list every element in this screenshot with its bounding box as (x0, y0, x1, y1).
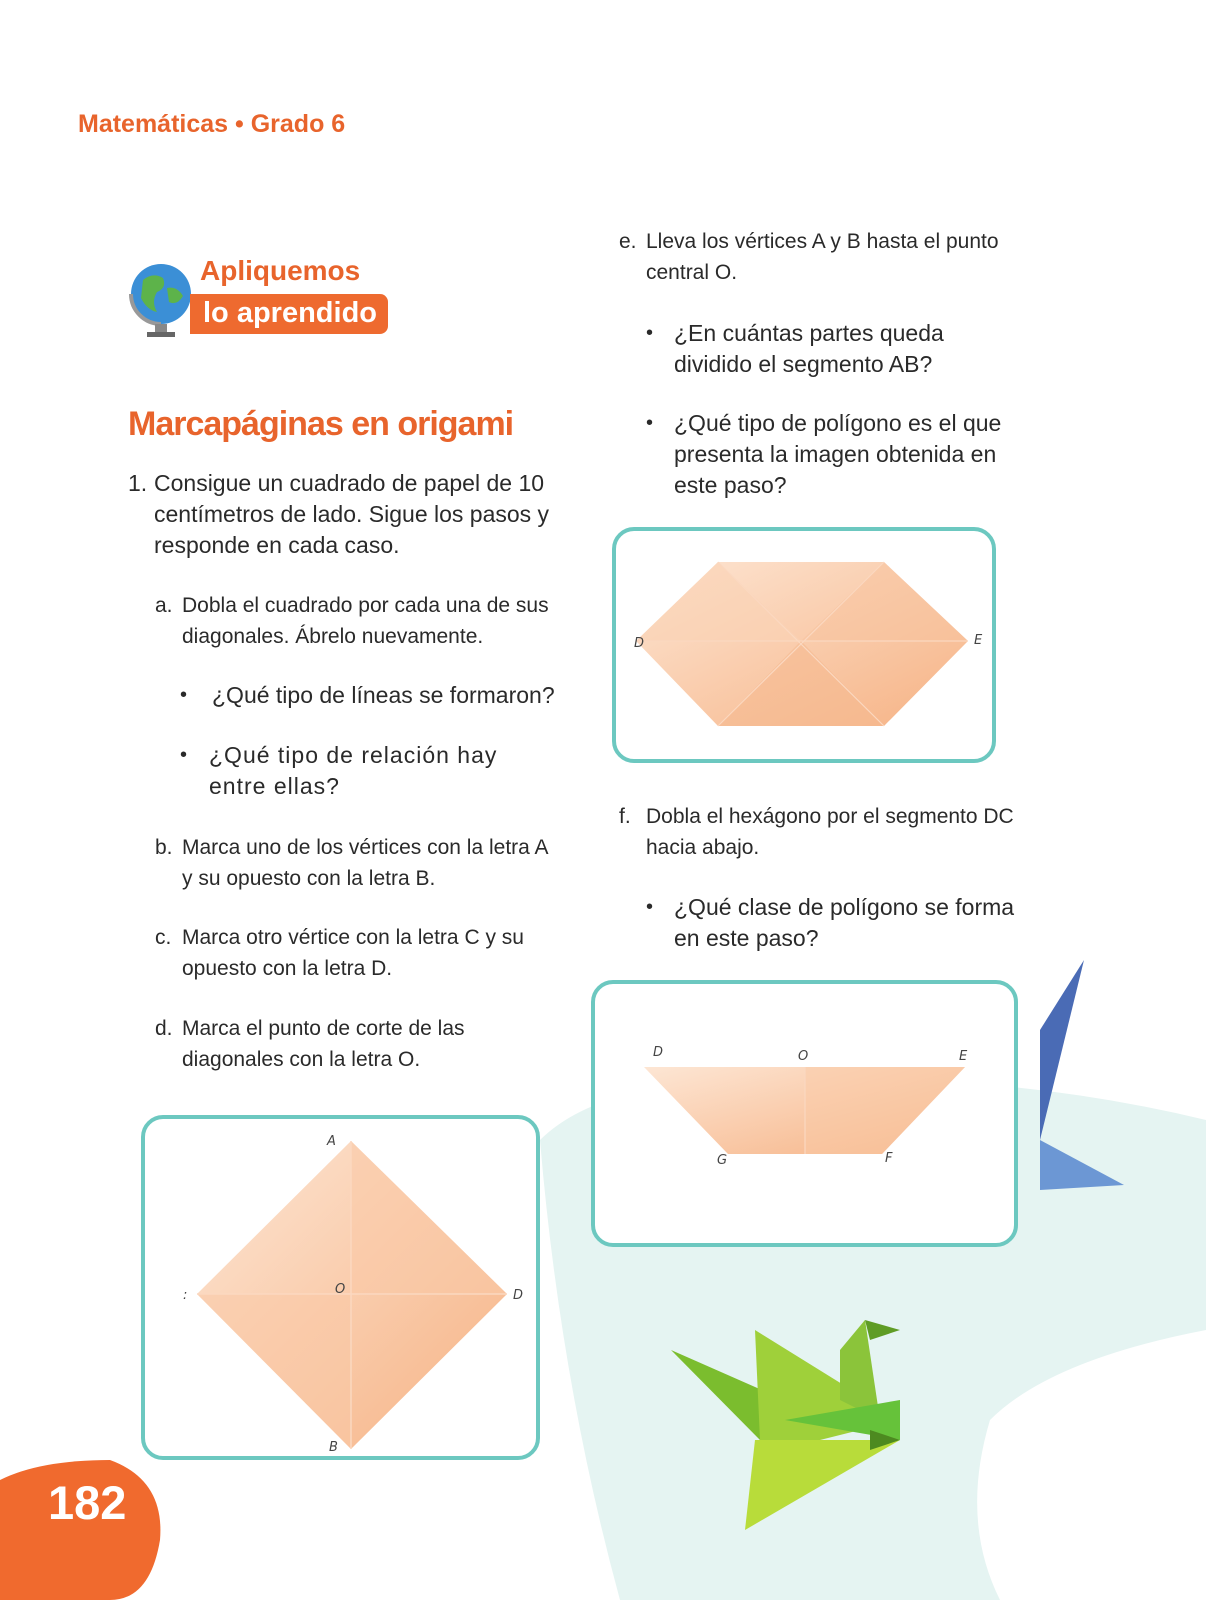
item-1-number: 1. (128, 470, 148, 496)
square-label-c: : (183, 1288, 188, 1303)
step-f-text: Dobla el hexágono por el segmento DC hacia abajo. (646, 805, 1014, 859)
square-diagram (145, 1119, 536, 1456)
step-d-marker: d. (155, 1017, 173, 1040)
step-e-marker: e. (619, 230, 637, 253)
step-a-bullet-1: • (180, 684, 188, 706)
square-label-o: O (335, 1282, 346, 1297)
step-f-bullet-1: • (646, 896, 654, 918)
step-c-text: Marca otro vértice con la letra C y su opuesto con la letra D. (182, 926, 524, 980)
globe-icon (127, 258, 197, 340)
page-number: 182 (48, 1476, 127, 1529)
trapezoid-diagram (595, 984, 1014, 1243)
hexagon-figure-panel (612, 527, 996, 763)
square-figure-panel (141, 1115, 540, 1460)
step-e-question-1: ¿En cuántas partes queda dividido el segmento AB? (674, 320, 944, 377)
step-a-question-2: ¿Qué tipo de relación hay entre ellas? (209, 742, 498, 799)
hexagon-diagram (616, 531, 992, 759)
square-label-a: A (327, 1134, 336, 1149)
trapezoid-label-f: F (885, 1151, 893, 1166)
section-title: Marcapáginas en origami (128, 405, 514, 443)
trapezoid-label-o: O (798, 1049, 809, 1064)
step-f-question-1: ¿Qué clase de polígono se forma en este paso? (674, 894, 1015, 951)
step-e-text: Lleva los vértices A y B hasta el punto central O. (646, 230, 999, 284)
step-f-marker: f. (619, 805, 631, 828)
trapezoid-figure-panel (591, 980, 1018, 1247)
hexagon-label-d: D (634, 636, 645, 651)
page-header: Matemáticas • Grado 6 (78, 110, 346, 138)
square-label-b: B (329, 1440, 338, 1455)
trapezoid-label-g: G (717, 1153, 728, 1168)
step-b-text: Marca uno de los vértices con la letra A y su opuesto con la letra B. (182, 836, 548, 890)
badge-title-line2: lo aprendido (203, 297, 377, 329)
step-a-bullet-2: • (180, 744, 188, 766)
step-c-marker: c. (155, 926, 172, 949)
step-e-bullet-1: • (646, 322, 654, 344)
badge-title-line1: Apliquemos (200, 255, 361, 286)
step-d-text: Marca el punto de corte de las diagonales con la letra O. (182, 1017, 465, 1071)
step-e-bullet-2: • (646, 412, 654, 434)
step-a-text: Dobla el cuadrado por cada una de sus diagonales. Ábrelo nuevamente. (182, 594, 549, 648)
item-1-text: Consigue un cuadrado de papel de 10 centímetros de lado. Sigue los pasos y responde en cada caso. (154, 470, 550, 558)
step-a-question-1: ¿Qué tipo de líneas se formaron? (212, 682, 555, 708)
trapezoid-label-e: E (959, 1049, 968, 1064)
step-e-question-2: ¿Qué tipo de polígono es el que presenta la imagen obtenida en este paso? (674, 410, 1002, 498)
hexagon-label-e: E (974, 633, 983, 648)
trapezoid-label-d: D (653, 1045, 664, 1060)
step-b-marker: b. (155, 836, 173, 859)
step-a-marker: a. (155, 594, 173, 617)
square-label-d: D (513, 1288, 524, 1303)
